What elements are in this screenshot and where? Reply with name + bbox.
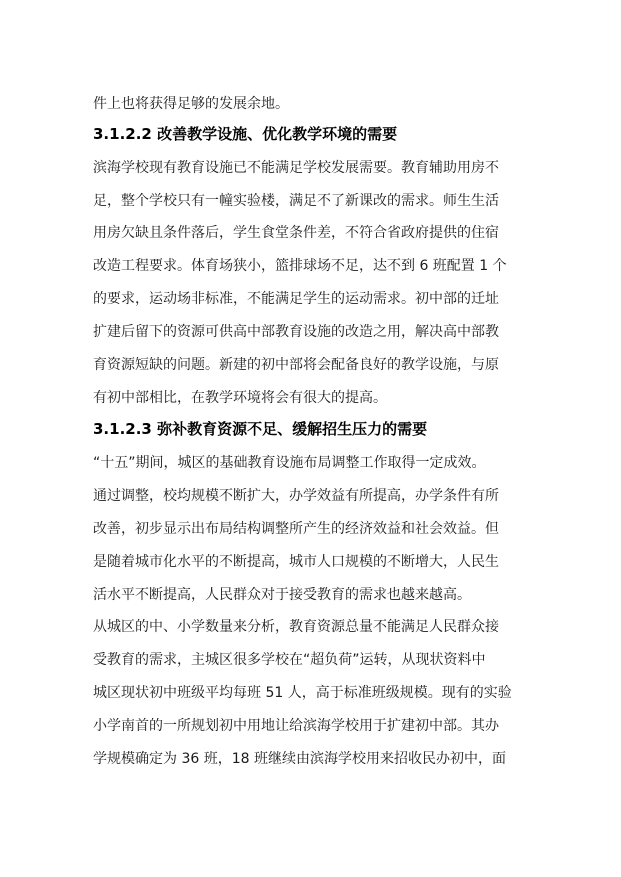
paragraph-line: 城区现状初中班级平均每班 51 人，高于标准班级规模。现有的实验: [93, 685, 512, 701]
paragraph-line: 育资源短缺的问题。新建的初中部将会配备良好的教学设施，与原: [93, 357, 499, 373]
paragraph-line: 足，整个学校只有一幢实验楼，满足不了新课改的需求。师生生活: [93, 193, 499, 209]
paragraph-line: 扩建后留下的资源可供高中部教育设施的改造之用，解决高中部教: [93, 324, 499, 340]
paragraph-line: 改善，初步显示出布局结构调整所产生的经济效益和社会效益。但: [93, 521, 499, 537]
paragraph-line: 改造工程要求。体育场狭小，篮排球场不足，达不到 6 班配置 1 个: [93, 258, 507, 274]
paragraph-line: 是随着城市化水平的不断提高，城市人口规模的不断增大，人民生: [93, 554, 499, 570]
paragraph-line: 受教育的需求，主城区很多学校在“超负荷”运转，从现状资料中: [93, 652, 486, 668]
paragraph-line: 活水平不断提高，人民群众对于接受教育的需求也越来越高。: [93, 587, 471, 603]
section-heading: 3.1.2.2 改善教学设施、优化教学环境的需要: [93, 125, 398, 143]
paragraph-line: 学规模确定为 36 班，18 班继续由滨海学校用来招收民办初中，面: [93, 751, 506, 767]
paragraph-line: 有初中部相比，在教学环境将会有很大的提高。: [93, 390, 387, 406]
paragraph-line: “十五”期间，城区的基础教育设施布局调整工作取得一定成效。: [93, 455, 486, 471]
paragraph-line: 通过调整，校均规模不断扩大，办学效益有所提高，办学条件有所: [93, 488, 499, 504]
paragraph-line: 从城区的中、小学数量来分析，教育资源总量不能满足人民群众接: [93, 619, 499, 635]
paragraph-line: 用房欠缺且条件落后，学生食堂条件差，不符合省政府提供的住宿: [93, 225, 499, 241]
paragraph-line: 件上也将获得足够的发展余地。: [93, 96, 289, 112]
paragraph-line: 滨海学校现有教育设施已不能满足学校发展需要。教育辅助用房不: [93, 160, 499, 176]
paragraph-line: 的要求，运动场非标准，不能满足学生的运动需求。初中部的迁址: [93, 291, 499, 307]
paragraph-line: 小学南首的一所规划初中用地让给滨海学校用于扩建初中部。其办: [93, 718, 499, 734]
section-heading: 3.1.2.3 弥补教育资源不足、缓解招生压力的需要: [93, 420, 428, 438]
